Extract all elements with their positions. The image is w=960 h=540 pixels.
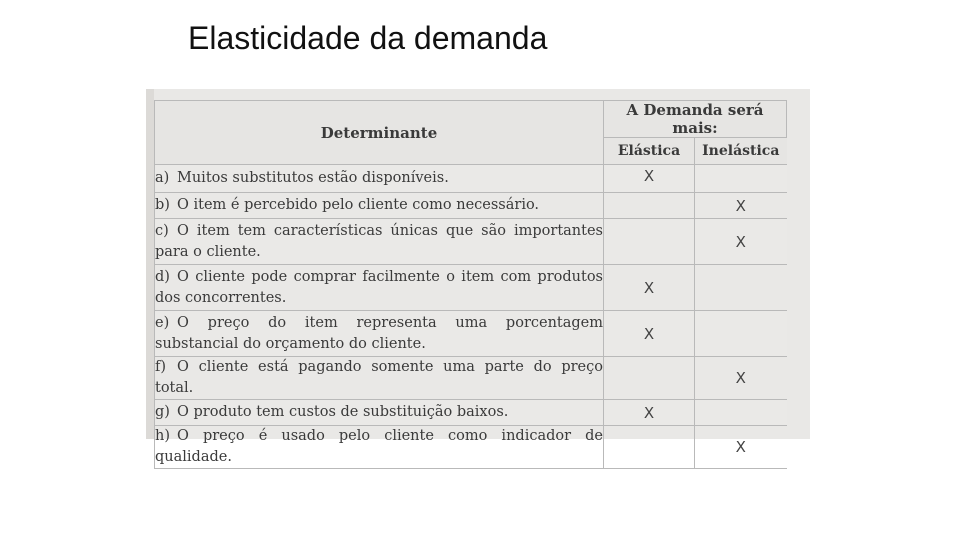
row-text: O item tem características únicas que são importantes para o cliente. [155, 222, 603, 260]
scan-shadow-edge [146, 89, 154, 439]
row-label: c) [155, 222, 169, 239]
table-row [155, 357, 787, 400]
elastic-mark: X [604, 165, 695, 193]
inelastic-mark [695, 165, 787, 193]
table-row [155, 265, 787, 311]
inelastic-mark: X [695, 219, 787, 265]
determinant-cell [155, 193, 604, 219]
determinant-cell [155, 311, 604, 357]
inelastic-mark: X [695, 357, 787, 400]
inelastic-mark: X [695, 193, 787, 219]
elastic-mark [604, 219, 695, 265]
slide-title: Elasticidade da demanda [188, 20, 548, 56]
determinant-cell [155, 219, 604, 265]
table-row [155, 193, 787, 219]
determinant-cell [155, 426, 604, 469]
table-row [155, 426, 787, 469]
row-label: e) [155, 314, 170, 331]
row-label: b) [155, 197, 170, 213]
inelastic-mark [695, 311, 787, 357]
row-text: O produto tem custos de substituição baixos. [177, 404, 509, 420]
elastic-mark: X [604, 400, 695, 426]
header-inelastic: Inelástica [695, 138, 787, 165]
table-row [155, 400, 787, 426]
row-label: g) [155, 404, 170, 420]
row-label: a) [155, 170, 170, 186]
determinant-cell [155, 165, 604, 193]
table-row [155, 219, 787, 265]
determinant-cell [155, 357, 604, 400]
row-label: f) [155, 359, 167, 375]
table-row [155, 311, 787, 357]
inelastic-mark: X [695, 426, 787, 469]
inelastic-mark [695, 400, 787, 426]
elastic-mark [604, 426, 695, 469]
elastic-mark: X [604, 265, 695, 311]
table-row [155, 165, 787, 193]
row-text: O item é percebido pelo cliente como necessário. [177, 197, 540, 213]
elastic-mark: X [604, 311, 695, 357]
elastic-mark [604, 357, 695, 400]
row-text: O preço do item representa uma porcentagem substancial do orçamento do cliente. [155, 314, 603, 352]
elastic-mark [604, 193, 695, 219]
row-label: h) [155, 428, 170, 444]
header-elastic: Elástica [604, 138, 695, 165]
scanned-table-image [146, 89, 810, 465]
row-label: d) [155, 268, 170, 285]
determinant-cell [155, 265, 604, 311]
row-text: O preço é usado pelo cliente como indicador de qualidade. [155, 428, 603, 465]
header-demand-group: A Demanda será mais: [604, 101, 787, 138]
row-text: O cliente está pagando somente uma parte do preço total. [155, 359, 603, 396]
determinant-cell [155, 400, 604, 426]
row-text: Muitos substitutos estão disponíveis. [177, 170, 449, 186]
header-determinant: Determinante [155, 101, 604, 165]
elasticity-table [154, 100, 787, 469]
inelastic-mark [695, 265, 787, 311]
row-text: O cliente pode comprar facilmente o item com produtos dos concorrentes. [155, 268, 603, 306]
